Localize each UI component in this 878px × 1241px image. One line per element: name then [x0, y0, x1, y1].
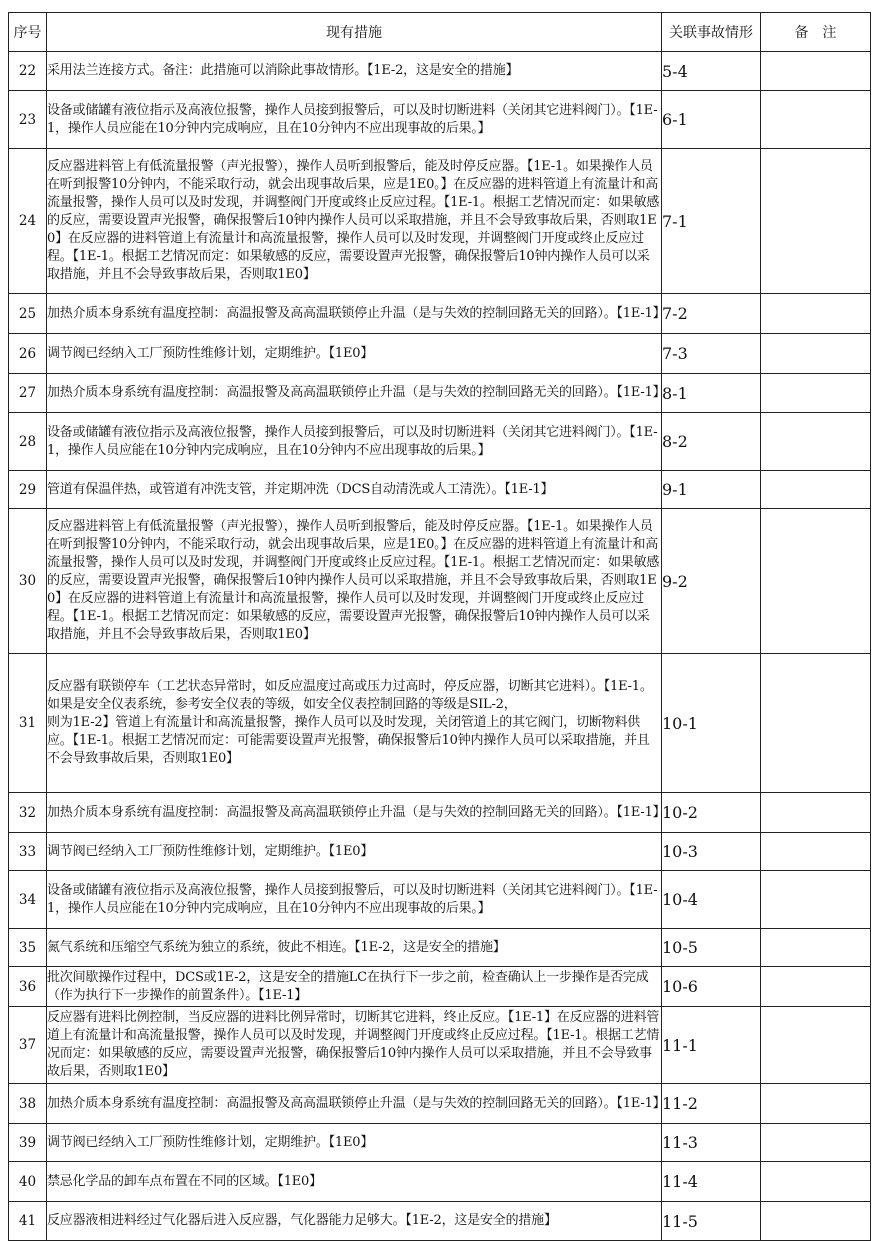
note-cell: [761, 793, 871, 833]
scenario-id: 10-6: [662, 967, 761, 1007]
header-no: 序号: [9, 13, 47, 52]
header-measure: 现有措施: [47, 13, 662, 52]
table-body: [9, 52, 871, 1241]
row-number: 38: [9, 1084, 47, 1124]
measure-text: 加热介质本身系统有温度控制：高温报警及高高温联锁停止升温（是与失效的控制回路无关的回路）。【1E-1】: [47, 1084, 662, 1124]
measure-text: 调节阀已经纳入工厂预防性维修计划，定期维护。【1E0】: [47, 334, 662, 374]
table-row: [9, 91, 871, 149]
measure-text: 调节阀已经纳入工厂预防性维修计划，定期维护。【1E0】: [47, 1124, 662, 1162]
row-number: 35: [9, 929, 47, 967]
note-cell: [761, 334, 871, 374]
scenario-id: 10-1: [662, 654, 761, 793]
note-cell: [761, 871, 871, 929]
measure-text: 管道有保温伴热，或管道有冲洗支管，并定期冲洗（DCS自动清洗或人工清洗）。【1E-1】: [47, 471, 662, 509]
note-cell: [761, 1084, 871, 1124]
note-cell: [761, 1007, 871, 1084]
table-row: [9, 871, 871, 929]
note-cell: [761, 294, 871, 334]
measure-text: 采用法兰连接方式。备注：此措施可以消除此事故情形。【1E-2，这是安全的措施】: [47, 52, 662, 91]
scenario-id: 11-1: [662, 1007, 761, 1084]
row-number: 25: [9, 294, 47, 334]
table-header-row: [9, 13, 871, 52]
measure-text: 批次间歇操作过程中，DCS或1E-2，这是安全的措施LC在执行下一步之前，检查确认上一步操作是否完成（作为执行下一步操作的前置条件）。【1E-1】: [47, 967, 662, 1007]
measure-text: 反应器进料管上有低流量报警（声光报警），操作人员听到报警后，能及时停反应器。【1E-1。如果操作人员在听到报警10分钟内，不能采取行动，就会出现事故后果，应是1E0。】在反应器的进料管道上有流量计和高流量报警，操作人员可以及时发现，并调整阀门开度或终止反应过程。【1E-1。根据工艺情况而定：如果敏感的反应，需要设置声光报警，确保报警后10钟内操作人员可以采取措施，并且不会导致事故后果，否则取1E0】在反应器的进料管道上有流量计和高流量报警，操作人员可以及时发现，并调整阀门开度或终止反应过程。【1E-1。根据工艺情况而定：如果敏感的反应，需要设置声光报警，确保报警后10钟内操作人员可以采取措施，并且不会导致事故后果，否则取1E0】: [47, 149, 662, 294]
table-row: [9, 1084, 871, 1124]
table-row: [9, 149, 871, 294]
row-number: 32: [9, 793, 47, 833]
scenario-id: 9-1: [662, 471, 761, 509]
row-number: 36: [9, 967, 47, 1007]
note-cell: [761, 509, 871, 654]
note-cell: [761, 1162, 871, 1202]
scenario-id: 10-4: [662, 871, 761, 929]
table-row: [9, 413, 871, 471]
scenario-id: 7-1: [662, 149, 761, 294]
note-cell: [761, 654, 871, 793]
note-cell: [761, 91, 871, 149]
scenario-id: 11-2: [662, 1084, 761, 1124]
scenario-id: 10-3: [662, 833, 761, 871]
table-row: [9, 1124, 871, 1162]
scenario-id: 9-2: [662, 509, 761, 654]
row-number: 30: [9, 509, 47, 654]
note-cell: [761, 833, 871, 871]
table-row: [9, 1007, 871, 1084]
note-cell: [761, 1202, 871, 1241]
scenario-id: 6-1: [662, 91, 761, 149]
header-scenario: 关联事故情形: [662, 13, 761, 52]
measure-text: 反应器有进料比例控制，当反应器的进料比例异常时，切断其它进料，终止反应。【1E-1】在反应器的进料管道上有流量计和高流量报警，操作人员可以及时发现，并调整阀门开度或终止反应过程。【1E-1。根据工艺情况而定：如果敏感的反应，需要设置声光报警，确保报警后10钟内操作人员可以采取措施，并且不会导致事故后果，否则取1E0】: [47, 1007, 662, 1084]
row-number: 28: [9, 413, 47, 471]
note-cell: [761, 413, 871, 471]
note-cell: [761, 52, 871, 91]
measure-text: 反应器有联锁停车（工艺状态异常时，如反应温度过高或压力过高时，停反应器，切断其它进料）。【1E-1。如果是安全仪表系统，参考安全仪表的等级，如安全仪表控制回路的等级是SIL-2， 则为1E-2】管道上有流量计和高流量报警，操作人员可以及时发现，关闭管道上的其它阀门，切断物料供应。【1E-1。根据工艺情况而定：可能需要设置声光报警，确保报警后10钟内操作人员可以采取措施，并且不会导致事故后果，否则取1E0】: [47, 654, 662, 793]
table-row: [9, 374, 871, 413]
header-note: 备 注: [761, 13, 871, 52]
scenario-id: 7-2: [662, 294, 761, 334]
measure-text: 加热介质本身系统有温度控制：高温报警及高高温联锁停止升温（是与失效的控制回路无关的回路）。【1E-1】: [47, 793, 662, 833]
scenario-id: 8-1: [662, 374, 761, 413]
scenario-id: 11-3: [662, 1124, 761, 1162]
row-number: 31: [9, 654, 47, 793]
table-row: [9, 1162, 871, 1202]
row-number: 34: [9, 871, 47, 929]
table-row: [9, 967, 871, 1007]
measure-text: 加热介质本身系统有温度控制：高温报警及高高温联锁停止升温（是与失效的控制回路无关的回路）。【1E-1】: [47, 294, 662, 334]
row-number: 26: [9, 334, 47, 374]
scenario-id: 11-5: [662, 1202, 761, 1241]
table-row: [9, 1202, 871, 1241]
note-cell: [761, 149, 871, 294]
table-row: [9, 471, 871, 509]
measure-text: 反应器液相进料经过气化器后进入反应器，气化器能力足够大。【1E-2，这是安全的措施】: [47, 1202, 662, 1241]
scenario-id: 10-2: [662, 793, 761, 833]
scenario-id: 8-2: [662, 413, 761, 471]
note-cell: [761, 374, 871, 413]
row-number: 29: [9, 471, 47, 509]
table-row: [9, 509, 871, 654]
measure-text: 调节阀已经纳入工厂预防性维修计划，定期维护。【1E0】: [47, 833, 662, 871]
row-number: 27: [9, 374, 47, 413]
row-number: 41: [9, 1202, 47, 1241]
row-number: 40: [9, 1162, 47, 1202]
measure-text: 禁忌化学品的卸车点布置在不同的区域。【1E0】: [47, 1162, 662, 1202]
row-number: 22: [9, 52, 47, 91]
table-row: [9, 833, 871, 871]
note-cell: [761, 967, 871, 1007]
note-cell: [761, 929, 871, 967]
measure-text: 设备或储罐有液位指示及高液位报警，操作人员接到报警后，可以及时切断进料（关闭其它进料阀门）。【1E-1，操作人员应能在10分钟内完成响应，且在10分钟内不应出现事故的后果。】: [47, 871, 662, 929]
measure-text: 反应器进料管上有低流量报警（声光报警），操作人员听到报警后，能及时停反应器。【1E-1。如果操作人员在听到报警10分钟内，不能采取行动，就会出现事故后果，应是1E0。】在反应器的进料管道上有流量计和高流量报警，操作人员可以及时发现，并调整阀门开度或终止反应过程。【1E-1。根据工艺情况而定：如果敏感的反应，需要设置声光报警，确保报警后10钟内操作人员可以采取措施，并且不会导致事故后果，否则取1E0】在反应器的进料管道上有流量计和高流量报警，操作人员可以及时发现，并调整阀门开度或终止反应过程。【1E-1。根据工艺情况而定：如果敏感的反应，需要设置声光报警，确保报警后10钟内操作人员可以采取措施，并且不会导致事故后果，否则取1E0】: [47, 509, 662, 654]
row-number: 37: [9, 1007, 47, 1084]
scenario-id: 11-4: [662, 1162, 761, 1202]
measure-text: 氮气系统和压缩空气系统为独立的系统，彼此不相连。【1E-2，这是安全的措施】: [47, 929, 662, 967]
table-row: [9, 334, 871, 374]
table-row: [9, 929, 871, 967]
measure-text: 设备或储罐有液位指示及高液位报警，操作人员接到报警后，可以及时切断进料（关闭其它进料阀门）。【1E-1，操作人员应能在10分钟内完成响应，且在10分钟内不应出现事故的后果。】: [47, 413, 662, 471]
table-row: [9, 654, 871, 793]
scenario-id: 7-3: [662, 334, 761, 374]
measure-text: 设备或储罐有液位指示及高液位报警，操作人员接到报警后，可以及时切断进料（关闭其它进料阀门）。【1E-1，操作人员应能在10分钟内完成响应，且在10分钟内不应出现事故的后果。】: [47, 91, 662, 149]
document-page: [8, 12, 870, 1241]
measures-table: [8, 12, 871, 1241]
note-cell: [761, 471, 871, 509]
row-number: 24: [9, 149, 47, 294]
scenario-id: 10-5: [662, 929, 761, 967]
table-row: [9, 294, 871, 334]
row-number: 23: [9, 91, 47, 149]
row-number: 39: [9, 1124, 47, 1162]
measure-text: 加热介质本身系统有温度控制：高温报警及高高温联锁停止升温（是与失效的控制回路无关的回路）。【1E-1】: [47, 374, 662, 413]
table-row: [9, 793, 871, 833]
scenario-id: 5-4: [662, 52, 761, 91]
table-row: [9, 52, 871, 91]
row-number: 33: [9, 833, 47, 871]
note-cell: [761, 1124, 871, 1162]
